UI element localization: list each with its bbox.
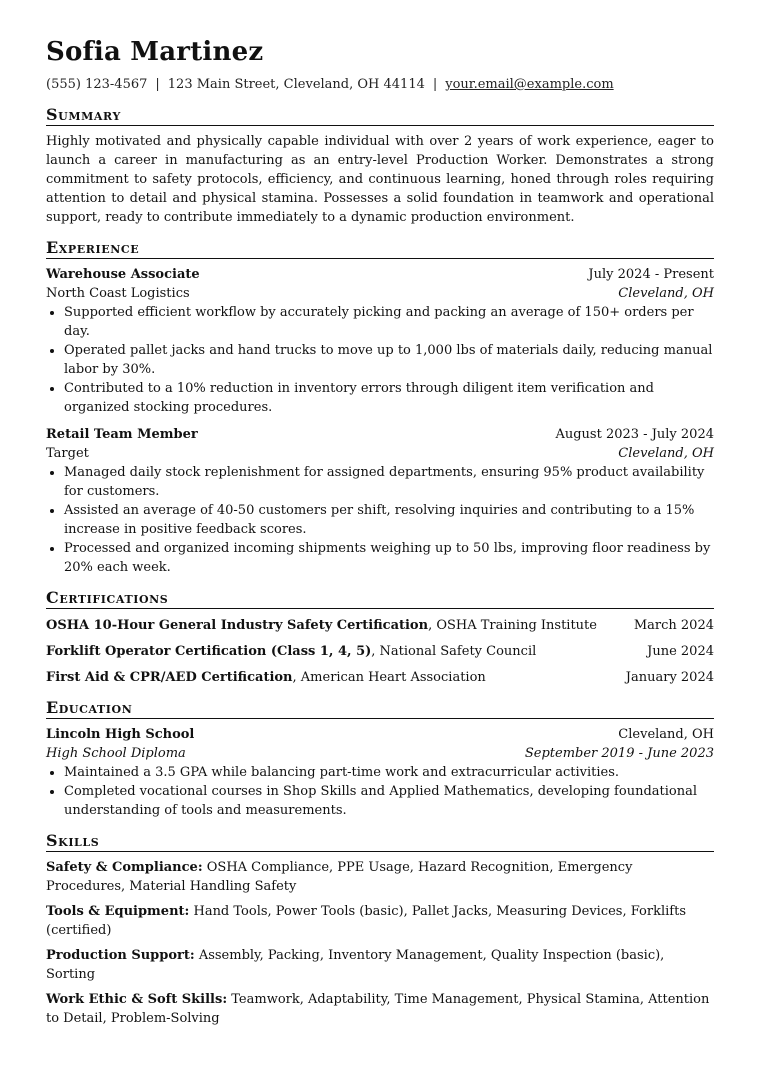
education-dates: September 2019 - June 2023 (524, 746, 714, 761)
certification-issuer: , OSHA Training Institute (428, 618, 597, 633)
street-address: 123 Main Street, Cleveland, OH 44114 (167, 77, 425, 92)
skill-group (46, 858, 714, 896)
skill-group (46, 946, 714, 984)
certification-entry (46, 642, 714, 661)
skill-group (46, 990, 714, 1028)
company-name: Target (46, 446, 89, 461)
bullet-item: • Completed vocational courses in Shop Skills and Applied Mathematics, developing foundational understanding of tools and measurements. (64, 782, 714, 820)
job-location: Cleveland, OH (618, 446, 714, 461)
summary-text: Highly motivated and physically capable individual with over 2 years of work experience, eager to launch a career in manufacturing as an entry-level Production Worker. Demonstrates a strong commitment to safety protocols, efficiency, and continuous learning, honed through roles requiring attention to detail and physical stamina. Possesses a solid foundation in teamwork and operational support, ready to contribute immediately to a dynamic production environment. (46, 134, 714, 225)
job-bullets (46, 463, 714, 577)
school-location: Cleveland, OH (618, 727, 714, 742)
certification-name: Forklift Operator Certification (Class 1, 4, 5) (46, 644, 372, 659)
bullet-item: • Managed daily stock replenishment for assigned departments, ensuring 95% product availability for customers. (64, 463, 714, 501)
phone-number: (555) 123-4567 (46, 77, 148, 92)
education-bullets (46, 763, 714, 820)
certification-issuer: , National Safety Council (371, 644, 537, 659)
certification-date: March 2024 (633, 618, 714, 633)
certification-entry (46, 616, 714, 635)
education-entry (46, 725, 714, 820)
school-name: Lincoln High School (46, 727, 195, 742)
job-bullets (46, 303, 714, 417)
job-title: Warehouse Associate (46, 267, 200, 282)
contact-separator: | (432, 77, 438, 92)
certification-name: OSHA 10-Hour General Industry Safety Certification (46, 618, 429, 633)
certification-name: First Aid & CPR/AED Certification (46, 670, 293, 685)
job-entry (46, 425, 714, 577)
skill-label: Work Ethic & Soft Skills: (46, 992, 228, 1007)
bullet-item: • Operated pallet jacks and hand trucks to move up to 1,000 lbs of materials daily, reducing manual labor by 30%. (64, 341, 714, 379)
skill-list: Assembly, Packing, Inventory Management, Quality Inspection (basic), Sorting (46, 948, 665, 982)
skill-list: OSHA Compliance, PPE Usage, Hazard Recognition, Emergency Procedures, Material Handling Safety (46, 860, 633, 894)
section-heading-summary: Summary (46, 106, 714, 126)
job-dates: July 2024 - Present (588, 267, 714, 282)
email-link[interactable]: your.email@example.com (445, 77, 614, 92)
skill-group (46, 902, 714, 940)
degree-name: High School Diploma (46, 746, 186, 761)
skill-label: Tools & Equipment: (46, 904, 190, 919)
skill-label: Production Support: (46, 948, 195, 963)
certification-date: June 2024 (647, 644, 714, 659)
bullet-item: • Maintained a 3.5 GPA while balancing part-time work and extracurricular activities. (64, 763, 714, 782)
skill-list: Teamwork, Adaptability, Time Management, Physical Stamina, Attention to Detail, Problem-Solving (46, 992, 710, 1026)
certification-issuer: , American Heart Association (292, 670, 486, 685)
certification-entry (46, 668, 714, 687)
skill-label: Safety & Compliance: (46, 860, 203, 875)
bullet-item: • Processed and organized incoming shipments weighing up to 50 lbs, improving floor readiness by 20% each week. (64, 539, 714, 577)
candidate-name: Sofia Martinez (46, 37, 264, 67)
section-heading-certifications: Certifications (46, 589, 714, 609)
skill-list: Hand Tools, Power Tools (basic), Pallet Jacks, Measuring Devices, Forklifts (certified) (46, 904, 686, 938)
job-dates: August 2023 - July 2024 (555, 427, 714, 442)
bullet-item: • Assisted an average of 40-50 customers per shift, resolving inquiries and contributing to a 15% increase in positive feedback scores. (64, 501, 714, 539)
section-heading-experience: Experience (46, 239, 714, 259)
company-name: North Coast Logistics (46, 286, 190, 301)
bullet-item: • Supported efficient workflow by accurately picking and packing an average of 150+ orders per day. (64, 303, 714, 341)
bullet-item: • Contributed to a 10% reduction in inventory errors through diligent item verification and organized stocking procedures. (64, 379, 714, 417)
contact-line (46, 76, 714, 94)
job-title: Retail Team Member (46, 427, 198, 442)
section-heading-education: Education (46, 699, 714, 719)
job-entry (46, 265, 714, 417)
certification-date: January 2024 (625, 670, 714, 685)
section-heading-skills: Skills (46, 832, 714, 852)
job-location: Cleveland, OH (618, 286, 714, 301)
contact-separator: | (155, 77, 160, 92)
